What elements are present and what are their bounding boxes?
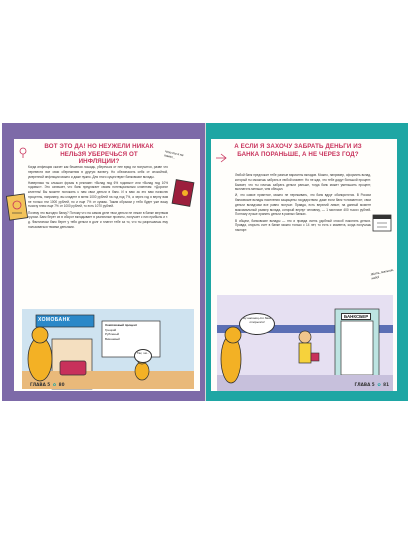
right-chapter-label: ГЛАВА 5 bbox=[354, 382, 375, 387]
deposits-board-item: Рубленый bbox=[105, 332, 120, 337]
right-paragraph: И, что самое приятное, можно не переживать, что банк вдруг обанкротится. В России банковские вклады населения защищены государством: даже если банк «сломается», свои деньги вкладчики все равно получат. Правда, есть верхний лимит, на данный момент максимальный размер вклада, который вернут человеку, — 1 миллион 400 тысяч рублей. Поэтому лучше хранить деньги в разных банках. bbox=[235, 193, 371, 217]
calendar-icon bbox=[371, 211, 393, 233]
left-paragraph: Когда инфляция скачет как бешеная лошадь, уберечься от нее вряд ли получится, разве что перевести все свои сбережения в другую валюту. Но обезопасить себя от спокойной, умеренной инфляции можно и даже нужно. Для этого существуют банковские вклады. bbox=[28, 165, 168, 179]
bank-illustration bbox=[22, 299, 194, 389]
right-page-content bbox=[211, 139, 397, 391]
deposits-board-item: Грецкий bbox=[105, 327, 117, 332]
deposits-board-title: Хомячковый процент bbox=[105, 323, 138, 327]
deposits-board bbox=[105, 323, 159, 341]
left-page-number: 80 bbox=[58, 382, 65, 387]
hamster-speech-bubble: Так, хм... bbox=[134, 349, 152, 363]
left-chapter-label: ГЛАВА 5 bbox=[30, 382, 51, 387]
boy-speech-bubble: Ну наконец-то банк открылся! bbox=[239, 313, 275, 335]
right-paragraph: В общем, банковские вклады — это и правда очень удобный способ накопить деньги. Правда, открыть счет в банке можно только с 14 лет, то есть с момента, когда получишь паспорт. bbox=[235, 218, 371, 233]
ornament-icon bbox=[215, 153, 227, 163]
deposits-board-item: Вишневый bbox=[105, 336, 120, 341]
bank-entrance-illustration bbox=[217, 295, 393, 391]
book-spread bbox=[2, 123, 408, 401]
right-bank-sign: БАНКСБЕР bbox=[341, 313, 371, 320]
leaf-icon: ✿ bbox=[52, 382, 57, 387]
right-footer bbox=[355, 382, 389, 387]
left-paragraph: Наверняка ты слышал фразы в рекламе: «Вклад под 6% годовых» или «Вклад под 10% годовых». Это означает, что банк предлагает своим потенциальным клиентам: «Дорогие клиенты! Вы можете положить к нам свои деньги в банк. И я вам за это вам начислю проценты, например, вы кладете в меня 1000 рублей на год под 7%, а через год я верну вам не только эти 1000 рублей, но и еще 7% от суммы. Таким образом у тебя будет уже вашу тысячу плюс еще 7% от 1000 рублей, то есть 1070 рублей. bbox=[28, 180, 168, 209]
left-page-content bbox=[14, 139, 200, 391]
certificate-icon bbox=[6, 193, 28, 221]
left-heading: ВОТ ЭТО ДА! НО НЕУЖЕЛИ НИКАК НЕЛЬЗЯ УБЕРЕЧЬСЯ ОТ ИНФЛЯЦИИ? bbox=[44, 143, 154, 166]
right-paragraph: Любой банк предложит тебе разные варианты вкладов. Можно, например, оформить вклад, который ты сможешь забрать в любой момент. Но не жди, что тебе дадут большой процент. Бывает, что ты хочешь забрать деньги раньше, тогда банк может уменьшить процент, выплатить меньше, чем обещал. bbox=[235, 173, 371, 192]
left-body-text bbox=[28, 165, 168, 231]
left-page bbox=[2, 123, 205, 401]
left-bank-sign: ХОМОБАНК bbox=[38, 317, 71, 323]
right-heading: А ЕСЛИ Я ЗАХОЧУ ЗАБРАТЬ ДЕНЬГИ ИЗ БАНКА ПОРАНЬШЕ, А НЕ ЧЕРЕЗ ГОД? bbox=[234, 143, 362, 158]
left-side-note: Что-то я не понял... bbox=[163, 149, 184, 160]
right-page-number: 81 bbox=[383, 382, 389, 387]
ornament-icon bbox=[18, 147, 28, 159]
leaf-icon: ✿ bbox=[377, 382, 381, 387]
right-side-note: Жить, мальчик, надо! bbox=[370, 267, 395, 281]
right-body-text bbox=[235, 173, 371, 234]
left-footer bbox=[30, 382, 64, 387]
right-page bbox=[206, 123, 408, 401]
wallet-icon bbox=[172, 179, 196, 209]
left-paragraph: Почему это выгодно банку? Потому что на самом деле твои деньги не лежат в банке мертвым грузом. Банк берет их в оборот вкладывает в различные проекты, получает с них прибыль и т. д. Фактически банк берет у тебя деньги в долг и платит тебе за то, что ты разрешаешь ему пользоваться твоими деньгами. bbox=[28, 210, 168, 229]
